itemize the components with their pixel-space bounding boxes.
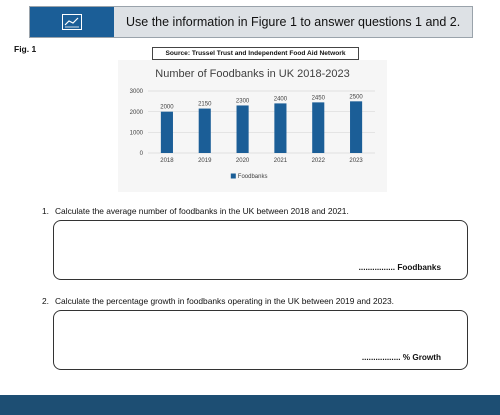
legend-swatch (231, 174, 236, 179)
footer-bar (0, 395, 500, 415)
bar (199, 109, 211, 153)
x-tick-label: 2021 (273, 158, 288, 164)
bar (350, 101, 362, 153)
y-tick-label: 3000 (129, 89, 143, 96)
header-icon-box (30, 7, 114, 37)
data-label: 2000 (160, 104, 174, 111)
question-2-number: 2. (42, 296, 49, 306)
answer-2-label: ................. % Growth (361, 353, 441, 362)
x-tick-label: 2020 (235, 158, 250, 164)
instruction-text: Use the information in Figure 1 to answer questions 1 and 2. (126, 15, 461, 29)
chart-title: Number of Foodbanks in UK 2018-2023 (155, 68, 350, 80)
bar (161, 112, 173, 153)
answer-box-2[interactable] (53, 310, 468, 370)
instruction-header (29, 6, 473, 38)
data-label: 2150 (198, 101, 212, 108)
x-tick-label: 2018 (160, 158, 174, 164)
legend-label: Foodbanks (237, 174, 268, 180)
data-label: 2300 (235, 98, 250, 105)
data-label: 2450 (311, 95, 325, 102)
y-tick-label: 0 (139, 151, 143, 158)
bar (237, 105, 249, 153)
question-1-text: Calculate the average number of foodbanks in the UK between 2018 and 2021. (55, 206, 349, 216)
figure-label: Fig. 1 (14, 44, 37, 54)
question-1-number: 1. (42, 206, 49, 216)
bar (274, 103, 286, 153)
question-2-text: Calculate the percentage growth in foodbanks operating in the UK between 2019 and 2023. (55, 296, 394, 306)
x-tick-label: 2023 (349, 158, 363, 164)
bar (312, 102, 324, 153)
chart-icon (62, 14, 82, 30)
data-label: 2500 (349, 94, 363, 101)
y-tick-label: 1000 (129, 130, 143, 137)
question-1 (42, 206, 349, 216)
source-box: Source: Trussel Trust and Independent Food Aid Network (152, 47, 359, 60)
answer-box-1[interactable] (53, 220, 468, 280)
chart-svg (118, 60, 387, 192)
answer-1-label: ................ Foodbanks (358, 263, 441, 272)
data-label: 2400 (273, 96, 288, 103)
foodbank-chart (118, 60, 387, 192)
x-tick-label: 2019 (198, 158, 212, 164)
question-2 (42, 296, 394, 306)
y-tick-label: 2000 (129, 109, 143, 116)
x-tick-label: 2022 (311, 158, 325, 164)
